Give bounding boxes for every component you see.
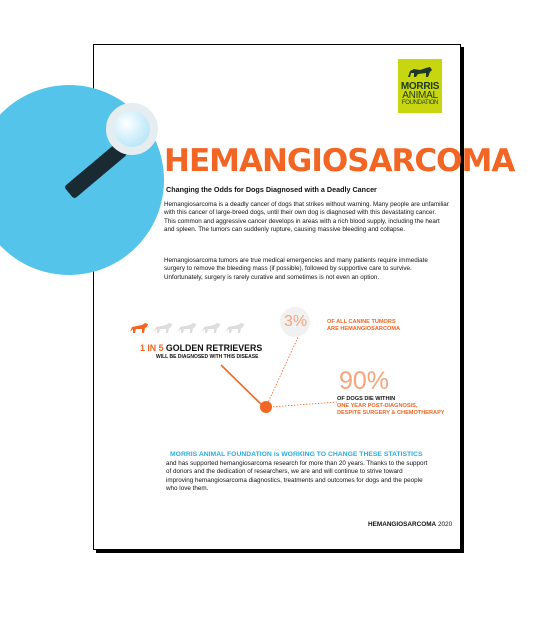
golden-retrievers-icon	[128, 320, 252, 336]
stat1-label-line1: OF ALL CANINE TUMORS	[327, 319, 396, 325]
intro-paragraph: Hemangiosarcoma is a deadly cancer of dogs that strikes without warning. Many people are unfamiliar with this cancer of large-breed dogs, until their own dog is diagnosed with this devastating cancer. This common and aggressive cancer develops in areas with a rich blood supply, including the heart and spleen. The tumors can suddenly rupture, causing massive bleeding and collapse.	[164, 201, 449, 234]
page-title: HEMANGIOSARCOMA	[164, 143, 515, 179]
stat2-sub: WILL BE DIAGNOSED WITH THIS DISEASE	[156, 354, 259, 360]
footer	[368, 521, 452, 528]
logo-line-1: MORRIS	[400, 81, 440, 92]
stat1-label-line2: ARE HEMANGIOSARCOMA	[327, 326, 401, 332]
page-subtitle: Changing the Odds for Dogs Diagnosed with a Deadly Cancer	[166, 185, 377, 194]
stat2-rest: GOLDEN RETRIEVERS	[163, 343, 263, 353]
emergency-paragraph: Hemangiosarcoma tumors are true medical emergencies and many patients require immediate surgery to remove the bleeding mass (if possible), followed by supportive care to survive. Unfortunately, surgery is rarely curative and sometimes is not even an option.	[164, 257, 428, 281]
stat3-label-line2: ONE YEAR POST-DIAGNOSIS,	[337, 403, 418, 409]
logo-line-3: FOUNDATION	[401, 100, 439, 106]
logo-line-2: ANIMAL	[402, 90, 438, 101]
stat3-value: 90%	[339, 367, 390, 395]
stat2-headline	[140, 343, 262, 353]
footer-title: HEMANGIOSARCOMA	[368, 521, 437, 528]
stat1-value: 3%	[284, 313, 308, 330]
stat3-label-line3: DESPITE SURGERY & CHEMOTHERAPY	[337, 410, 445, 416]
support-paragraph: and has supported hemangiosarcoma research for more than 20 years. Thanks to the support of donors and the dedication of researchers, we are and will continue to strive toward improving hemangiosarcoma diagnostics, treatments and outcomes for dogs and the people who love them.	[166, 460, 428, 493]
document-page	[93, 44, 515, 550]
footer-year: 2020	[437, 521, 453, 528]
stat3-label	[337, 396, 445, 417]
statement-heading: MORRIS ANIMAL FOUNDATION is WORKING TO CHANGE THESE STATISTICS	[170, 451, 423, 458]
stat1-label	[327, 319, 400, 333]
stat3-label-line1: OF DOGS DIE WITHIN	[337, 396, 396, 402]
stat2-highlight: 1 IN 5	[140, 343, 164, 353]
